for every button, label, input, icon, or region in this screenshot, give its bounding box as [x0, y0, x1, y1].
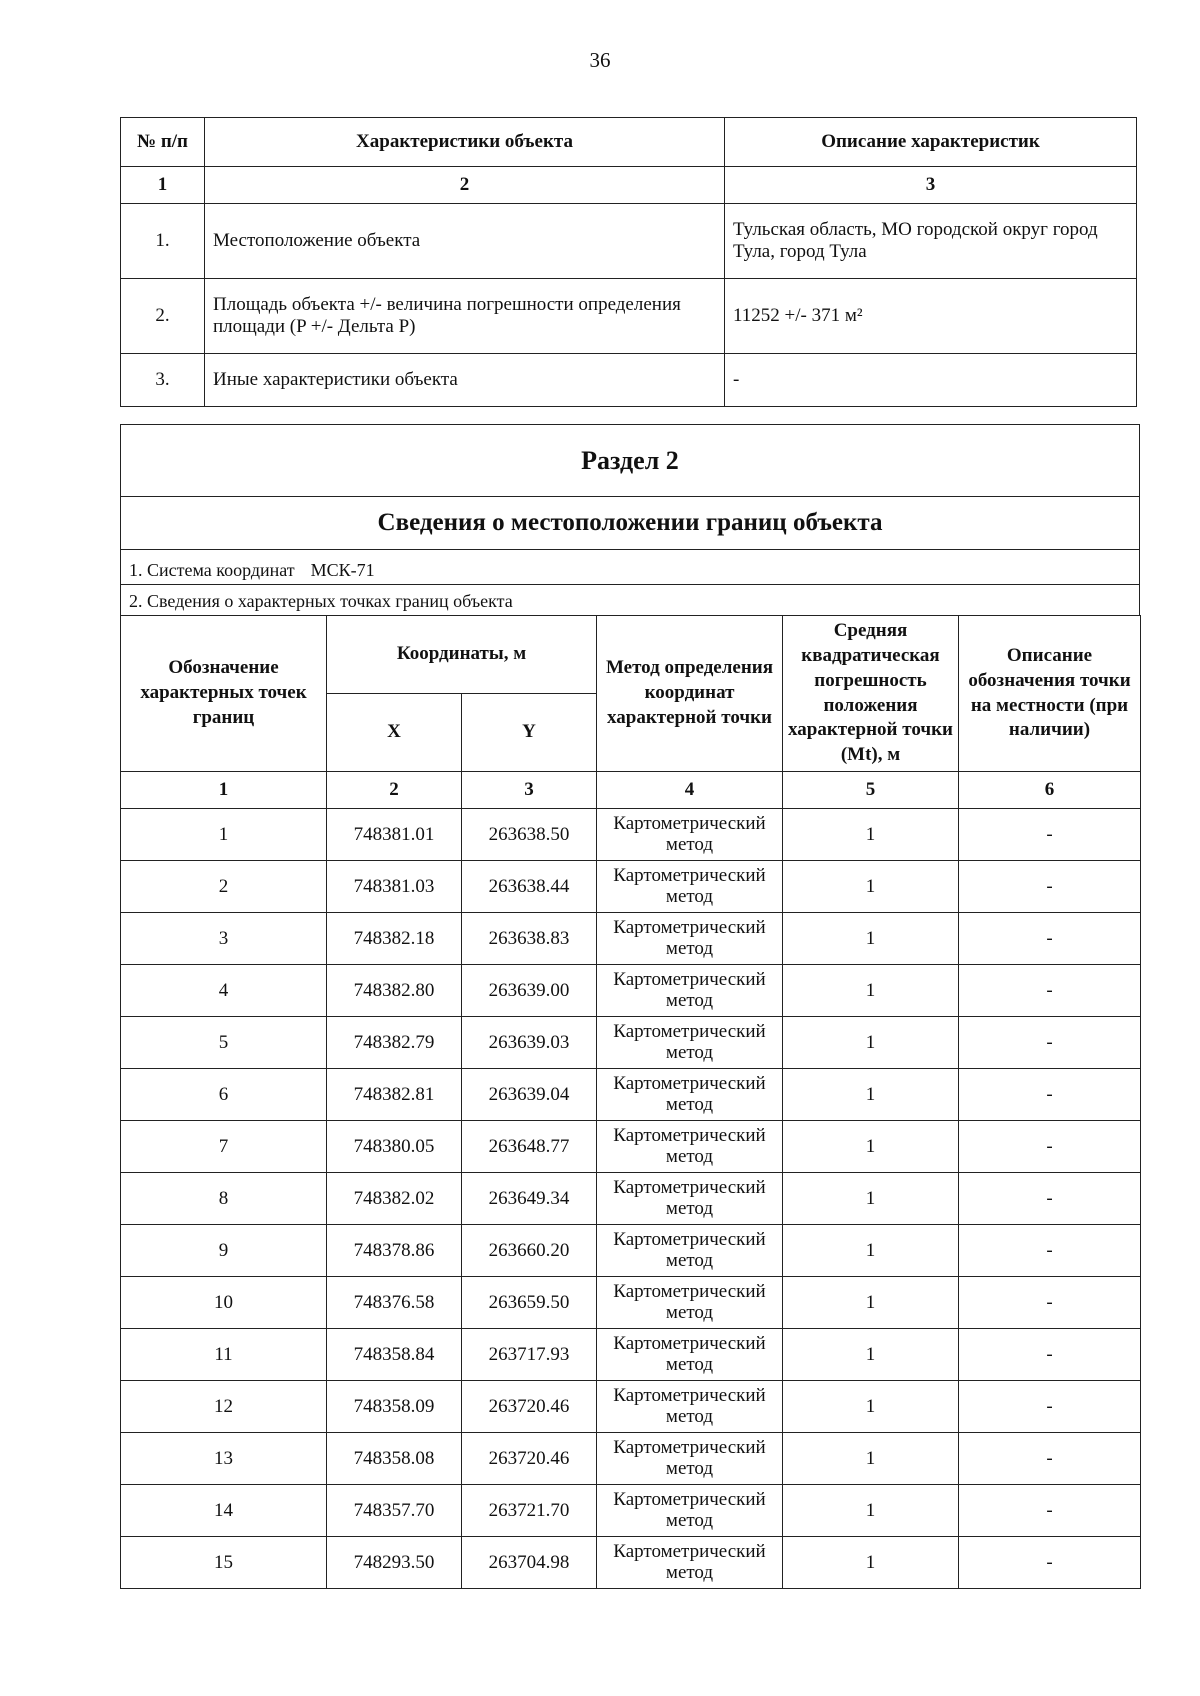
- column-number: 6: [959, 772, 1141, 809]
- header-point-description: Описание обозначения точки на местности (при наличии): [959, 616, 1141, 772]
- header-characteristics: Характеристики объекта: [205, 118, 725, 167]
- coord-y: 263704.98: [462, 1537, 597, 1589]
- table-row: [121, 1433, 1141, 1485]
- coord-x: 748382.18: [327, 913, 462, 965]
- coord-y: 263639.00: [462, 965, 597, 1017]
- mt-value: 1: [783, 1329, 959, 1381]
- section-title: Раздел 2: [120, 424, 1140, 496]
- coord-y: 263721.70: [462, 1485, 597, 1537]
- coord-y: 263649.34: [462, 1173, 597, 1225]
- coord-y: 263648.77: [462, 1121, 597, 1173]
- coordinate-system-label: 1. Система координат: [129, 560, 295, 580]
- coord-x: 748357.70: [327, 1485, 462, 1537]
- coord-y: 263660.20: [462, 1225, 597, 1277]
- column-number-row: [121, 772, 1141, 809]
- point-number: 4: [121, 965, 327, 1017]
- mt-value: 1: [783, 965, 959, 1017]
- point-number: 3: [121, 913, 327, 965]
- coord-x: 748382.02: [327, 1173, 462, 1225]
- mt-value: 1: [783, 1069, 959, 1121]
- coord-y: 263639.03: [462, 1017, 597, 1069]
- row-num: 2.: [121, 279, 205, 354]
- coord-x: 748382.80: [327, 965, 462, 1017]
- characteristics-table: [120, 117, 1137, 407]
- method: Картометрический метод: [597, 1017, 783, 1069]
- method: Картометрический метод: [597, 1225, 783, 1277]
- header-num: № п/п: [121, 118, 205, 167]
- method: Картометрический метод: [597, 1485, 783, 1537]
- column-number: 1: [121, 167, 205, 204]
- coord-x: 748381.01: [327, 809, 462, 861]
- point-description: -: [959, 1381, 1141, 1433]
- coordinate-system-value: МСК-71: [310, 560, 375, 580]
- point-description: -: [959, 1485, 1141, 1537]
- coord-y: 263659.50: [462, 1277, 597, 1329]
- header-designation: Обозначение характерных точек границ: [121, 616, 327, 772]
- points-table: [120, 615, 1141, 1589]
- row-name: Площадь объекта +/- величина погрешности определения площади (P +/- Дельта P): [205, 279, 725, 354]
- method: Картометрический метод: [597, 1381, 783, 1433]
- coord-y: 263638.50: [462, 809, 597, 861]
- point-description: -: [959, 1121, 1141, 1173]
- mt-value: 1: [783, 1381, 959, 1433]
- column-number: 4: [597, 772, 783, 809]
- point-number: 1: [121, 809, 327, 861]
- mt-value: 1: [783, 861, 959, 913]
- section-2: [120, 424, 1140, 1589]
- coord-y: 263639.04: [462, 1069, 597, 1121]
- row-name: Местоположение объекта: [205, 204, 725, 279]
- point-number: 10: [121, 1277, 327, 1329]
- method: Картометрический метод: [597, 1121, 783, 1173]
- method: Картометрический метод: [597, 809, 783, 861]
- point-number: 2: [121, 861, 327, 913]
- section-subtitle: Сведения о местоположении границ объекта: [120, 496, 1140, 549]
- point-description: -: [959, 965, 1141, 1017]
- point-description: -: [959, 1433, 1141, 1485]
- row-desc: 11252 +/- 371 м²: [725, 279, 1137, 354]
- coord-y: 263638.44: [462, 861, 597, 913]
- row-desc: -: [725, 354, 1137, 407]
- method: Картометрический метод: [597, 1069, 783, 1121]
- point-description: -: [959, 1329, 1141, 1381]
- method: Картометрический метод: [597, 1277, 783, 1329]
- header-description: Описание характеристик: [725, 118, 1137, 167]
- table-row: [121, 1225, 1141, 1277]
- column-number: 3: [462, 772, 597, 809]
- point-description: -: [959, 913, 1141, 965]
- column-number: 1: [121, 772, 327, 809]
- mt-value: 1: [783, 1277, 959, 1329]
- coord-x: 748293.50: [327, 1537, 462, 1589]
- point-number: 5: [121, 1017, 327, 1069]
- row-num: 1.: [121, 204, 205, 279]
- point-description: -: [959, 1225, 1141, 1277]
- column-number-row: [121, 167, 1137, 204]
- coord-y: 263638.83: [462, 913, 597, 965]
- coord-x: 748378.86: [327, 1225, 462, 1277]
- method: Картометрический метод: [597, 913, 783, 965]
- mt-value: 1: [783, 913, 959, 965]
- mt-value: 1: [783, 1173, 959, 1225]
- row-num: 3.: [121, 354, 205, 407]
- table-row: [121, 1173, 1141, 1225]
- point-number: 14: [121, 1485, 327, 1537]
- table-row: [121, 1121, 1141, 1173]
- point-number: 15: [121, 1537, 327, 1589]
- method: Картометрический метод: [597, 1173, 783, 1225]
- coord-x: 748382.81: [327, 1069, 462, 1121]
- coord-x: 748358.84: [327, 1329, 462, 1381]
- point-number: 9: [121, 1225, 327, 1277]
- point-description: -: [959, 1017, 1141, 1069]
- table-row: [121, 1537, 1141, 1589]
- mt-value: 1: [783, 1537, 959, 1589]
- column-number: 2: [327, 772, 462, 809]
- mt-value: 1: [783, 1485, 959, 1537]
- coord-x: 748358.08: [327, 1433, 462, 1485]
- method: Картометрический метод: [597, 1537, 783, 1589]
- mt-value: 1: [783, 1225, 959, 1277]
- table-row: [121, 1069, 1141, 1121]
- coord-x: 748376.58: [327, 1277, 462, 1329]
- header-y: Y: [462, 694, 597, 772]
- header-x: X: [327, 694, 462, 772]
- method: Картометрический метод: [597, 1329, 783, 1381]
- coord-y: 263717.93: [462, 1329, 597, 1381]
- row-name: Иные характеристики объекта: [205, 354, 725, 407]
- mt-value: 1: [783, 1121, 959, 1173]
- table-row: [121, 1017, 1141, 1069]
- table-row: [121, 1485, 1141, 1537]
- mt-value: 1: [783, 809, 959, 861]
- coord-x: 748381.03: [327, 861, 462, 913]
- table-row: [121, 204, 1137, 279]
- point-description: -: [959, 1277, 1141, 1329]
- table-row: [121, 913, 1141, 965]
- point-number: 12: [121, 1381, 327, 1433]
- coord-y: 263720.46: [462, 1381, 597, 1433]
- coord-x: 748382.79: [327, 1017, 462, 1069]
- method: Картометрический метод: [597, 965, 783, 1017]
- table-row: [121, 354, 1137, 407]
- points-label: 2. Сведения о характерных точках границ объекта: [120, 584, 1140, 615]
- table-row: [121, 809, 1141, 861]
- table-row: [121, 861, 1141, 913]
- column-number: 3: [725, 167, 1137, 204]
- coord-x: 748380.05: [327, 1121, 462, 1173]
- point-number: 11: [121, 1329, 327, 1381]
- point-number: 6: [121, 1069, 327, 1121]
- point-description: -: [959, 861, 1141, 913]
- method: Картометрический метод: [597, 861, 783, 913]
- table-row: [121, 279, 1137, 354]
- point-number: 7: [121, 1121, 327, 1173]
- coord-x: 748358.09: [327, 1381, 462, 1433]
- header-error: Средняя квадратическая погрешность положения характерной точки (Mt), м: [783, 616, 959, 772]
- coordinate-system-line: [120, 549, 1140, 584]
- table-row: [121, 965, 1141, 1017]
- coord-y: 263720.46: [462, 1433, 597, 1485]
- column-number: 5: [783, 772, 959, 809]
- table-row: [121, 1329, 1141, 1381]
- point-description: -: [959, 1173, 1141, 1225]
- page-number: 36: [589, 48, 611, 72]
- method: Картометрический метод: [597, 1433, 783, 1485]
- point-description: -: [959, 1537, 1141, 1589]
- point-number: 13: [121, 1433, 327, 1485]
- header-method: Метод определения координат характерной точки: [597, 616, 783, 772]
- mt-value: 1: [783, 1433, 959, 1485]
- point-description: -: [959, 809, 1141, 861]
- table-row: [121, 1381, 1141, 1433]
- point-description: -: [959, 1069, 1141, 1121]
- mt-value: 1: [783, 1017, 959, 1069]
- column-number: 2: [205, 167, 725, 204]
- header-coordinates: Координаты, м: [327, 616, 597, 694]
- point-number: 8: [121, 1173, 327, 1225]
- table-row: [121, 1277, 1141, 1329]
- row-desc: Тульская область, МО городской округ город Тула, город Тула: [725, 204, 1137, 279]
